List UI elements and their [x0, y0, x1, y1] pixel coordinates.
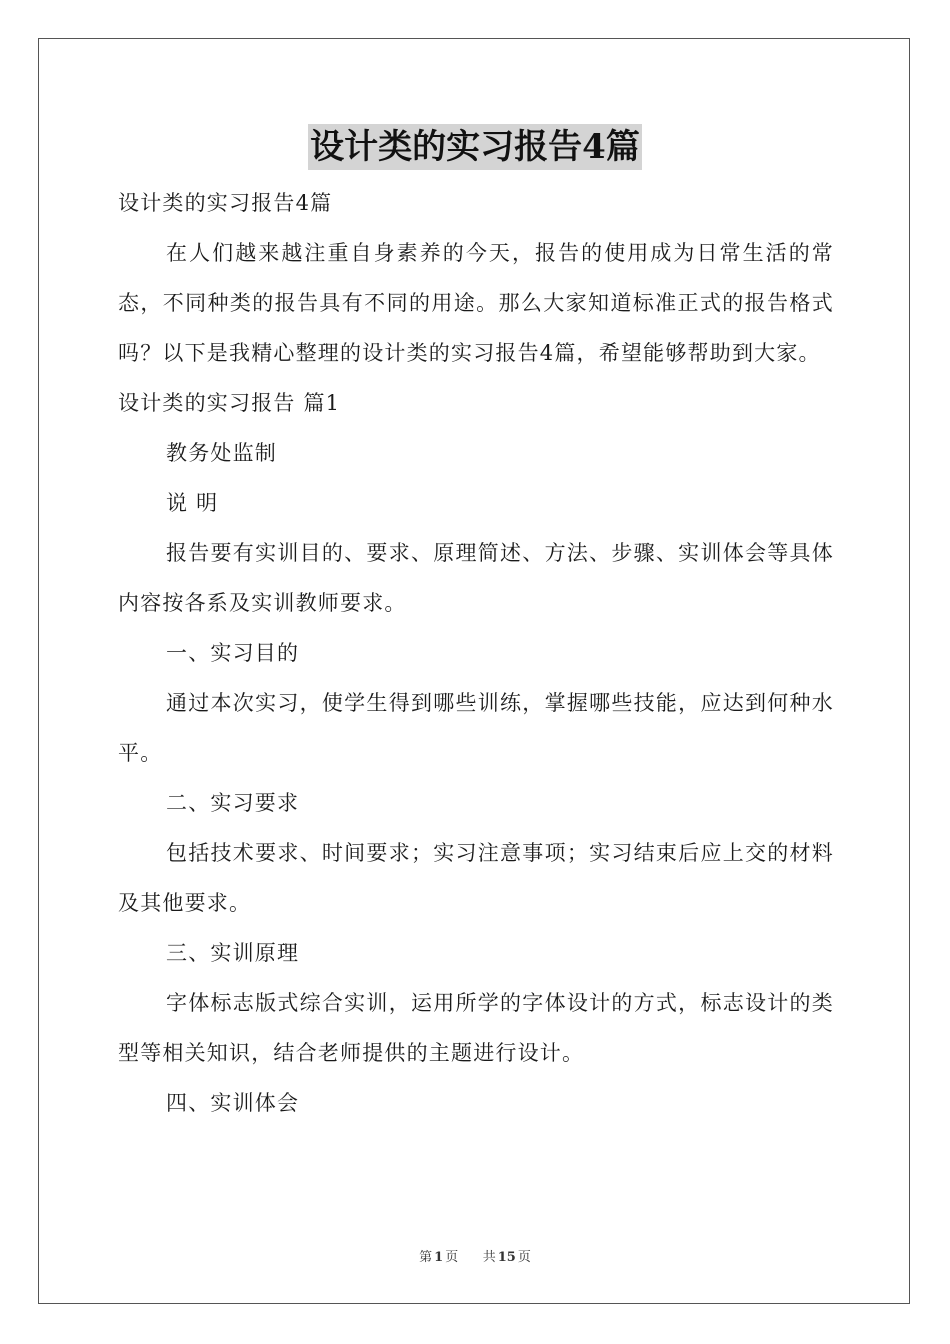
paragraph: 字体标志版式综合实训，运用所学的字体设计的方式，标志设计的类型等相关知识，结合老师提供的主题进行设计。 — [118, 991, 834, 1065]
page-suffix: 页 — [445, 1250, 459, 1265]
paragraph: 一、实习目的 — [166, 641, 300, 665]
total-pages: 15 — [497, 1250, 516, 1265]
paragraph-list — [118, 228, 834, 1128]
paragraph: 在人们越来越注重自身素养的今天，报告的使用成为日常生活的常态，不同种类的报告具有不同的用途。那么大家知道标准正式的报告格式吗？以下是我精心整理的设计类的实习报告4篇，希望能够帮助到大家。 — [118, 241, 834, 365]
paragraph: 通过本次实习，使学生得到哪些训练，掌握哪些技能，应达到何种水平。 — [118, 691, 834, 765]
paragraph: 二、实习要求 — [166, 791, 300, 815]
page-indicator — [417, 1250, 460, 1265]
paragraph: 报告要有实训目的、要求、原理简述、方法、步骤、实训体会等具体内容按各系及实训教师要求。 — [118, 541, 834, 615]
total-prefix: 共 — [482, 1250, 496, 1265]
document-subtitle: 设计类的实习报告4篇 — [118, 191, 333, 215]
total-suffix: 页 — [517, 1250, 531, 1265]
paragraph: 教务处监制 — [166, 441, 277, 465]
page-prefix: 第 — [419, 1250, 433, 1265]
page-footer — [0, 1246, 950, 1265]
paragraph: 设计类的实习报告 篇1 — [118, 391, 341, 415]
document-body — [118, 178, 834, 1128]
paragraph: 包括技术要求、时间要求；实习注意事项；实习结束后应上交的材料及其他要求。 — [118, 841, 834, 915]
title-container — [0, 124, 950, 170]
paragraph: 说 明 — [166, 491, 219, 515]
total-indicator — [481, 1250, 533, 1265]
paragraph: 四、实训体会 — [166, 1091, 300, 1115]
page-number: 1 — [434, 1250, 444, 1265]
paragraph: 三、实训原理 — [166, 941, 300, 965]
document-title: 设计类的实习报告4篇 — [308, 124, 642, 170]
